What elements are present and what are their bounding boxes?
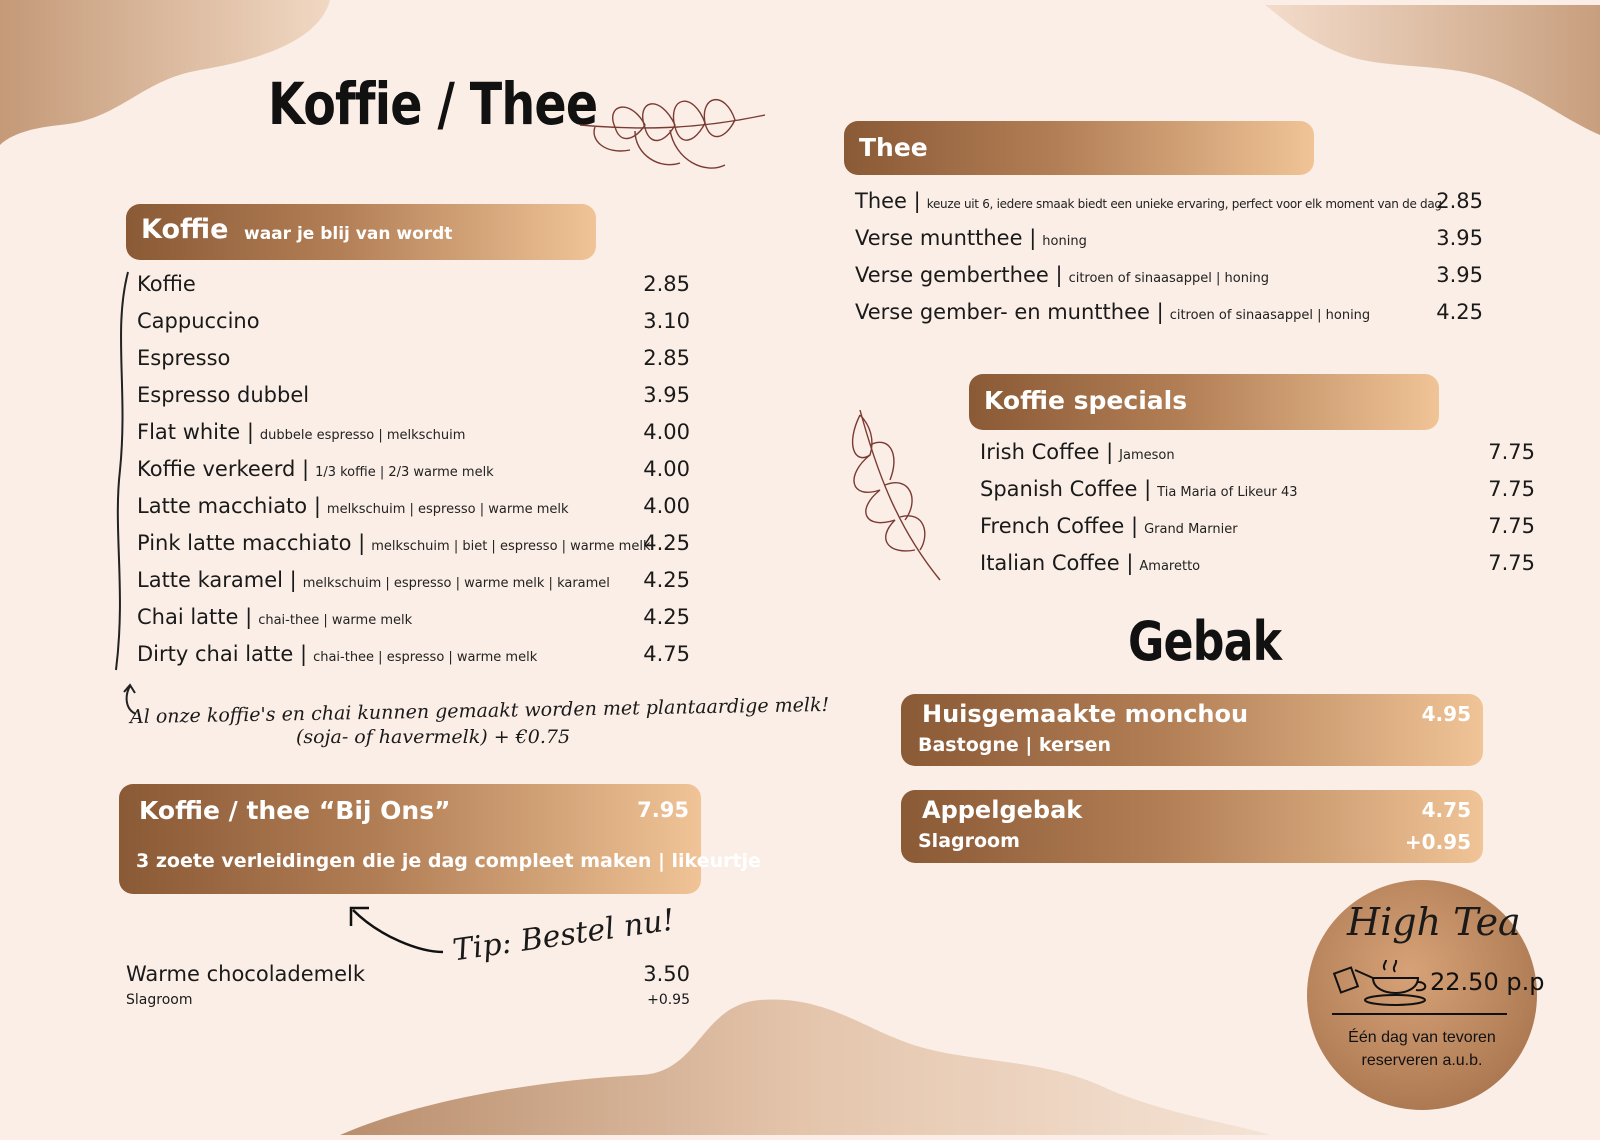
item-desc: melkschuim | espresso | warme melk [326, 502, 569, 517]
item-name: French Coffee | [980, 514, 1139, 538]
list-item [137, 309, 266, 333]
koffie-subheading: waar je blij van wordt [244, 224, 453, 244]
list-item [855, 189, 1442, 213]
specials-banner [969, 374, 1439, 430]
item-name: Thee | [855, 189, 921, 213]
item-desc: Amaretto [1139, 559, 1201, 574]
item-price: 7.75 [1488, 551, 1535, 575]
item-desc: chai-thee | warme melk [258, 613, 413, 628]
list-item [137, 642, 537, 666]
plant-milk-note: Al onze koffie's en chai kunnen gemaakt worden met plantaardige melk! [129, 693, 830, 729]
bij-ons-subtitle: 3 zoete verleidingen die je dag compleet maken | likeurtje [136, 850, 761, 872]
gebak-item-price: 4.75 [1421, 798, 1471, 822]
gebak-item-banner [901, 694, 1483, 766]
high-tea-note-2: reserveren a.u.b. [1361, 1052, 1483, 1069]
gebak-item-price: 4.95 [1421, 702, 1471, 726]
list-item [137, 568, 610, 592]
list-item [980, 440, 1175, 464]
item-price: 4.00 [643, 494, 690, 518]
list-item [137, 383, 315, 407]
item-price: 2.85 [643, 272, 690, 296]
koffie-heading: Koffie [141, 214, 229, 245]
list-item [980, 551, 1200, 575]
list-item [980, 477, 1298, 501]
item-name: Flat white | [137, 420, 254, 444]
item-desc: Jameson [1119, 448, 1175, 463]
list-item [137, 420, 465, 444]
bij-ons-banner [119, 784, 761, 894]
plant-milk-price-note: (soja- of havermelk) + €0.75 [296, 726, 571, 748]
item-price: 4.00 [643, 457, 690, 481]
list-item [137, 346, 236, 370]
thee-heading: Thee [859, 133, 928, 162]
high-tea-divider [1332, 1013, 1507, 1015]
item-name: Warme chocolademelk [126, 962, 366, 986]
item-desc: Tia Maria of Likeur 43 [1157, 485, 1298, 500]
item-name: Verse gember- en muntthee | [855, 300, 1164, 324]
item-desc: chai-thee | espresso | warme melk [313, 650, 538, 665]
tip-arrow-icon [345, 902, 445, 962]
item-price: 3.95 [643, 383, 690, 407]
item-price: 7.75 [1488, 514, 1535, 538]
item-desc: dubbele espresso | melkschuim [259, 428, 466, 443]
high-tea-price: 22.50 p.p [1430, 968, 1545, 996]
item-name: Koffie [137, 272, 196, 296]
chocolademelk-extra: Slagroom [126, 992, 193, 1008]
item-name: Irish Coffee | [980, 440, 1114, 464]
item-price: 2.85 [1436, 189, 1483, 213]
item-name: Espresso [137, 346, 231, 370]
item-price: 3.50 [643, 962, 690, 986]
item-name: Spanish Coffee | [980, 477, 1152, 501]
teacup-icon [1333, 960, 1428, 1010]
gebak-item-banner [901, 790, 1483, 863]
chocolademelk-extra-price: +0.95 [647, 992, 690, 1008]
gebak-item-sub: Slagroom [918, 830, 1020, 852]
list-item [980, 514, 1238, 538]
koffie-banner [126, 204, 596, 260]
specials-heading: Koffie specials [984, 386, 1188, 415]
gebak-item-sub: Bastogne | kersen [918, 734, 1112, 756]
curly-brace-icon [108, 270, 138, 675]
high-tea-badge [1307, 880, 1545, 1110]
high-tea-title: High Tea [1347, 900, 1521, 944]
bij-ons-title: Koffie / thee “Bij Ons” [139, 796, 451, 825]
item-desc: melkschuim | biet | espresso | warme melk [371, 539, 651, 554]
item-price: 4.25 [643, 568, 690, 592]
item-desc: keuze uit 6, iedere smaak biedt een unieke ervaring, perfect voor elk moment van de dag [926, 197, 1442, 211]
list-item [137, 531, 650, 555]
item-name: Latte karamel | [137, 568, 297, 592]
item-price: 7.75 [1488, 440, 1535, 464]
item-price: 3.95 [1436, 226, 1483, 250]
item-price: 4.00 [643, 420, 690, 444]
corner-blob-top-right [1265, 0, 1600, 140]
high-tea-note-1: Één dag van tevoren [1348, 1029, 1496, 1046]
gebak-item-name: Appelgebak [922, 796, 1083, 824]
item-price: 4.25 [643, 531, 690, 555]
gebak-item-name: Huisgemaakte monchou [922, 700, 1249, 728]
page-title: Koffie / Thee [268, 70, 598, 138]
list-item [855, 226, 1087, 250]
gebak-title: Gebak [1128, 610, 1282, 673]
leaf-stem-icon [835, 405, 945, 585]
item-name: Verse gemberthee | [855, 263, 1063, 287]
item-desc: melkschuim | espresso | warme melk | karamel [302, 576, 610, 591]
list-item [137, 272, 202, 296]
item-name: Dirty chai latte | [137, 642, 308, 666]
item-price: 2.85 [643, 346, 690, 370]
item-name: Italian Coffee | [980, 551, 1134, 575]
item-desc: Grand Marnier [1144, 522, 1238, 537]
list-item [855, 263, 1269, 287]
bottom-center-blob [340, 995, 1270, 1140]
item-desc: 1/3 koffie | 2/3 warme melk [315, 465, 494, 480]
item-price: 3.95 [1436, 263, 1483, 287]
chocolademelk-item [126, 962, 365, 986]
list-item [137, 494, 569, 518]
item-desc: honing [1042, 234, 1087, 249]
item-name: Koffie verkeerd | [137, 457, 310, 481]
thee-banner [844, 121, 1314, 175]
item-desc: citroen of sinaasappel | honing [1169, 308, 1371, 323]
item-price: 3.10 [643, 309, 690, 333]
list-item [855, 300, 1370, 324]
tip-text: Tip: Bestel nu! [450, 902, 677, 969]
item-name: Verse muntthee | [855, 226, 1037, 250]
item-price: 4.25 [643, 605, 690, 629]
bij-ons-price: 7.95 [637, 798, 689, 822]
item-name: Pink latte macchiato | [137, 531, 366, 555]
item-name: Espresso dubbel [137, 383, 310, 407]
list-item [137, 457, 494, 481]
item-price: 4.25 [1436, 300, 1483, 324]
item-price: 4.75 [643, 642, 690, 666]
gebak-item-sub-price: +0.95 [1404, 830, 1471, 854]
item-name: Latte macchiato | [137, 494, 321, 518]
item-price: 7.75 [1488, 477, 1535, 501]
list-item [137, 605, 412, 629]
item-desc: citroen of sinaasappel | honing [1068, 271, 1270, 286]
leaf-branch-icon [575, 85, 770, 185]
item-name: Chai latte | [137, 605, 253, 629]
item-name: Cappuccino [137, 309, 260, 333]
